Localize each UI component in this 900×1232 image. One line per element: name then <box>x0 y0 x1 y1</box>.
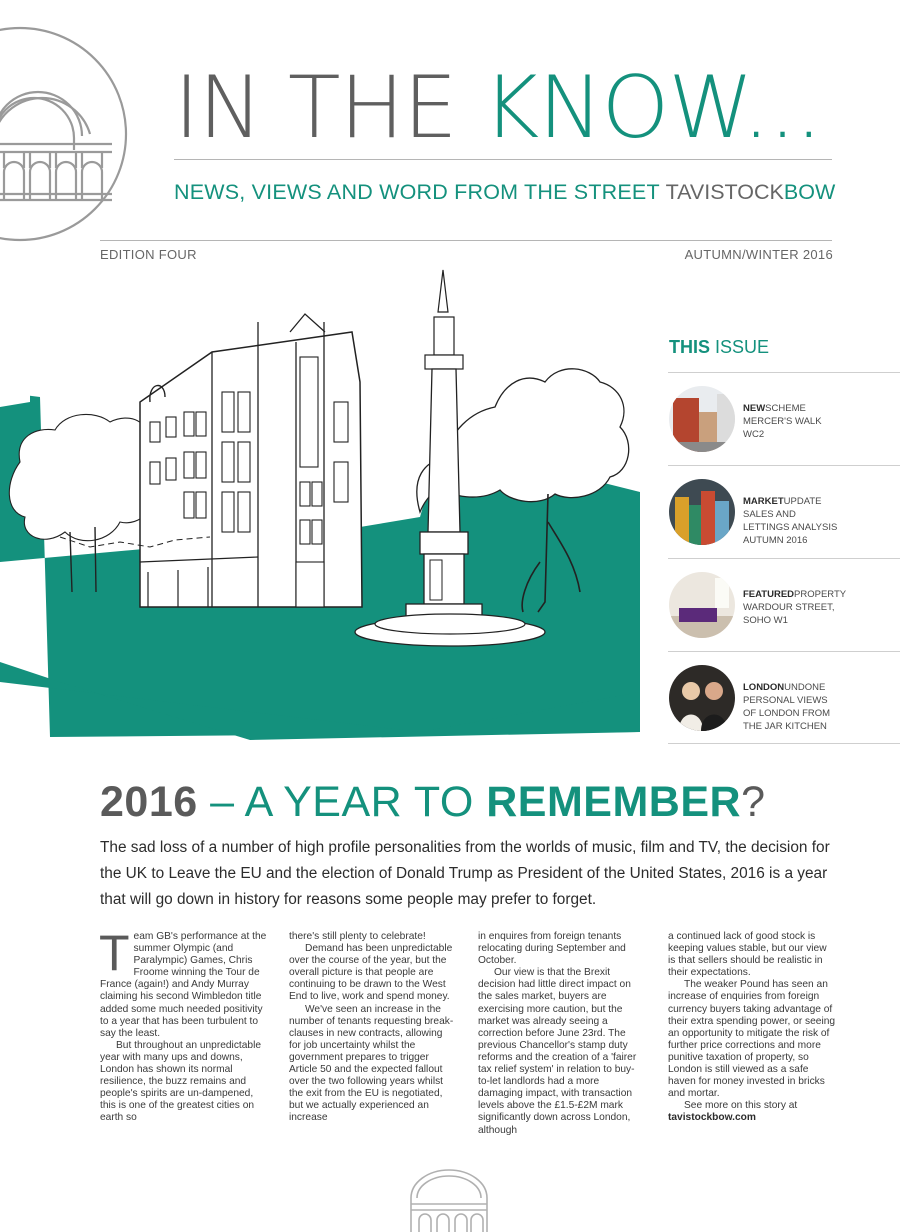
issue-line3: SOHO W1 <box>743 615 788 626</box>
issue-line4: AUTUMN 2016 <box>743 535 808 546</box>
issue-strong: FEATURED <box>743 589 795 600</box>
paragraph: there's still plenty to celebrate! <box>289 931 426 942</box>
issue-line2: WARDOUR STREET, <box>743 602 835 613</box>
this-issue-rest: ISSUE <box>710 337 770 357</box>
market-update-thumbnail-icon <box>669 479 735 545</box>
issue-rest: UNDONE <box>784 682 826 693</box>
london-undone-thumbnail-icon <box>669 665 735 731</box>
subtitle-rule <box>100 240 832 241</box>
masthead-part-1: IN THE <box>174 58 483 158</box>
issue-strong: MARKET <box>743 496 784 507</box>
new-scheme-thumbnail-icon <box>669 386 735 452</box>
issue-rest: UPDATE <box>783 496 822 507</box>
issue-strong: LONDON <box>743 682 785 693</box>
issue-text <box>743 402 898 441</box>
featured-property-thumbnail-icon <box>669 572 735 638</box>
this-issue-heading <box>669 337 769 358</box>
article-column-3 <box>478 931 646 1137</box>
paragraph: The weaker Pound has seen an increase of enquiries from foreign currency buyers taking advantage of their extra spending power, or seeing an opportunity to mitigate the risk of further price corrections and more punitive taxation of property, so London is still viewed as a safe haven for money invested in bricks and mortar. <box>668 979 836 1100</box>
paragraph: in enquires from foreign tenants relocating during September and October. <box>478 931 626 967</box>
issue-strong: NEW <box>743 403 766 414</box>
headline-year: 2016 <box>100 778 198 826</box>
article-headline <box>100 774 766 830</box>
issue-line2: SALES AND <box>743 509 796 520</box>
issue-rest: PROPERTY <box>794 589 847 600</box>
headline-end: ? <box>741 778 766 826</box>
issue-line3: WC2 <box>743 429 765 440</box>
issue-line3: LETTINGS ANALYSIS <box>743 522 838 533</box>
issue-item-london-undone[interactable] <box>668 651 900 744</box>
issue-item-new-scheme[interactable] <box>668 372 900 465</box>
issue-line4: THE JAR KITCHEN <box>743 721 827 732</box>
issue-text <box>743 588 898 627</box>
paragraph: Our view is that the Brexit decision had little direct impact on the sales market, buyers are exercising more caution, but the market was already seeing a correction before June 23rd. The previous Chancellor's stamp duty reforms and the creation of a 'fairer tax relief system' in relation to buy-to-let landlords had a more damaging impact, with transaction levels above the £1.5-£2M mark significantly down across London, although <box>478 967 637 1136</box>
brand-part-1: TAVISTOCK <box>665 180 784 204</box>
paragraph: a continued lack of good stock is keeping values stable, but our view is that sellers should be realistic in their expectations. <box>668 931 827 979</box>
issue-item-market-update[interactable] <box>668 465 900 558</box>
article-column-2 <box>289 931 457 1125</box>
issue-text <box>743 681 898 733</box>
masthead-part-2: KNOW... <box>482 58 822 158</box>
subtitle <box>174 180 834 205</box>
paragraph: But throughout an unpredictable year with many ups and downs, London has shown its normal resilience, the buzz remains and people's spirits are un-dampened, this is one of the greatest cities on earth so <box>100 1039 261 1124</box>
paragraph: We've seen an increase in the number of tenants requesting break-clauses in new contracts, allowing for job uncertainty whilst the government prepares to trigger Article 50 and the expected fallout over the two following years whilst the exit from the EU is negotiated, but we actually experienced an increase <box>289 1003 454 1124</box>
issue-text <box>743 495 898 547</box>
issue-rest: SCHEME <box>765 403 806 414</box>
season-label: AUTUMN/WINTER 2016 <box>684 247 833 262</box>
issue-list <box>668 372 900 744</box>
brand-part-2: BOW <box>783 180 836 204</box>
arch-footer-icon <box>407 1168 491 1232</box>
paragraph: Demand has been unpredictable over the course of the year, but the overall picture is that people are continuing to be drawn to the West End to live, work and spend money. <box>289 943 453 1003</box>
headline-middle: – A YEAR TO <box>197 778 487 826</box>
edition-label: EDITION FOUR <box>100 247 197 262</box>
this-issue-bold: THIS <box>669 337 711 357</box>
arch-logo-icon <box>0 22 132 244</box>
website-link[interactable]: tavistockbow.com <box>668 1112 756 1124</box>
issue-item-featured-property[interactable] <box>668 558 900 651</box>
issue-line2: MERCER'S WALK <box>743 416 822 427</box>
tagline: NEWS, VIEWS AND WORD FROM THE STREET <box>174 180 666 204</box>
masthead-rule <box>174 159 832 160</box>
headline-bold: REMEMBER <box>486 778 742 826</box>
paragraph: See more on this story at <box>684 1100 798 1112</box>
issue-line3: OF LONDON FROM <box>743 708 831 719</box>
dropcap: T <box>99 925 130 981</box>
street-illustration <box>0 262 640 742</box>
paragraph: eam GB's performance at the summer Olympic (and Paralympic) Games, Chris Froome winning the Tour de France (again!) and Andy Murray claiming his second Wimbledon title added some much needed positivity to a year that has been turbulent to say the least. <box>100 931 267 1039</box>
article-intro: The sad loss of a number of high profile personalities from the worlds of music, film and TV, the decision for the UK to Leave the EU and the election of Donald Trump as President of the United States, 2016 is a year that will go down in history for reasons some people may prefer to forget. <box>100 839 830 908</box>
issue-line2: PERSONAL VIEWS <box>743 695 828 706</box>
masthead-title <box>174 58 834 158</box>
article-column-1 <box>99 925 268 1125</box>
article-column-4 <box>668 931 836 1125</box>
